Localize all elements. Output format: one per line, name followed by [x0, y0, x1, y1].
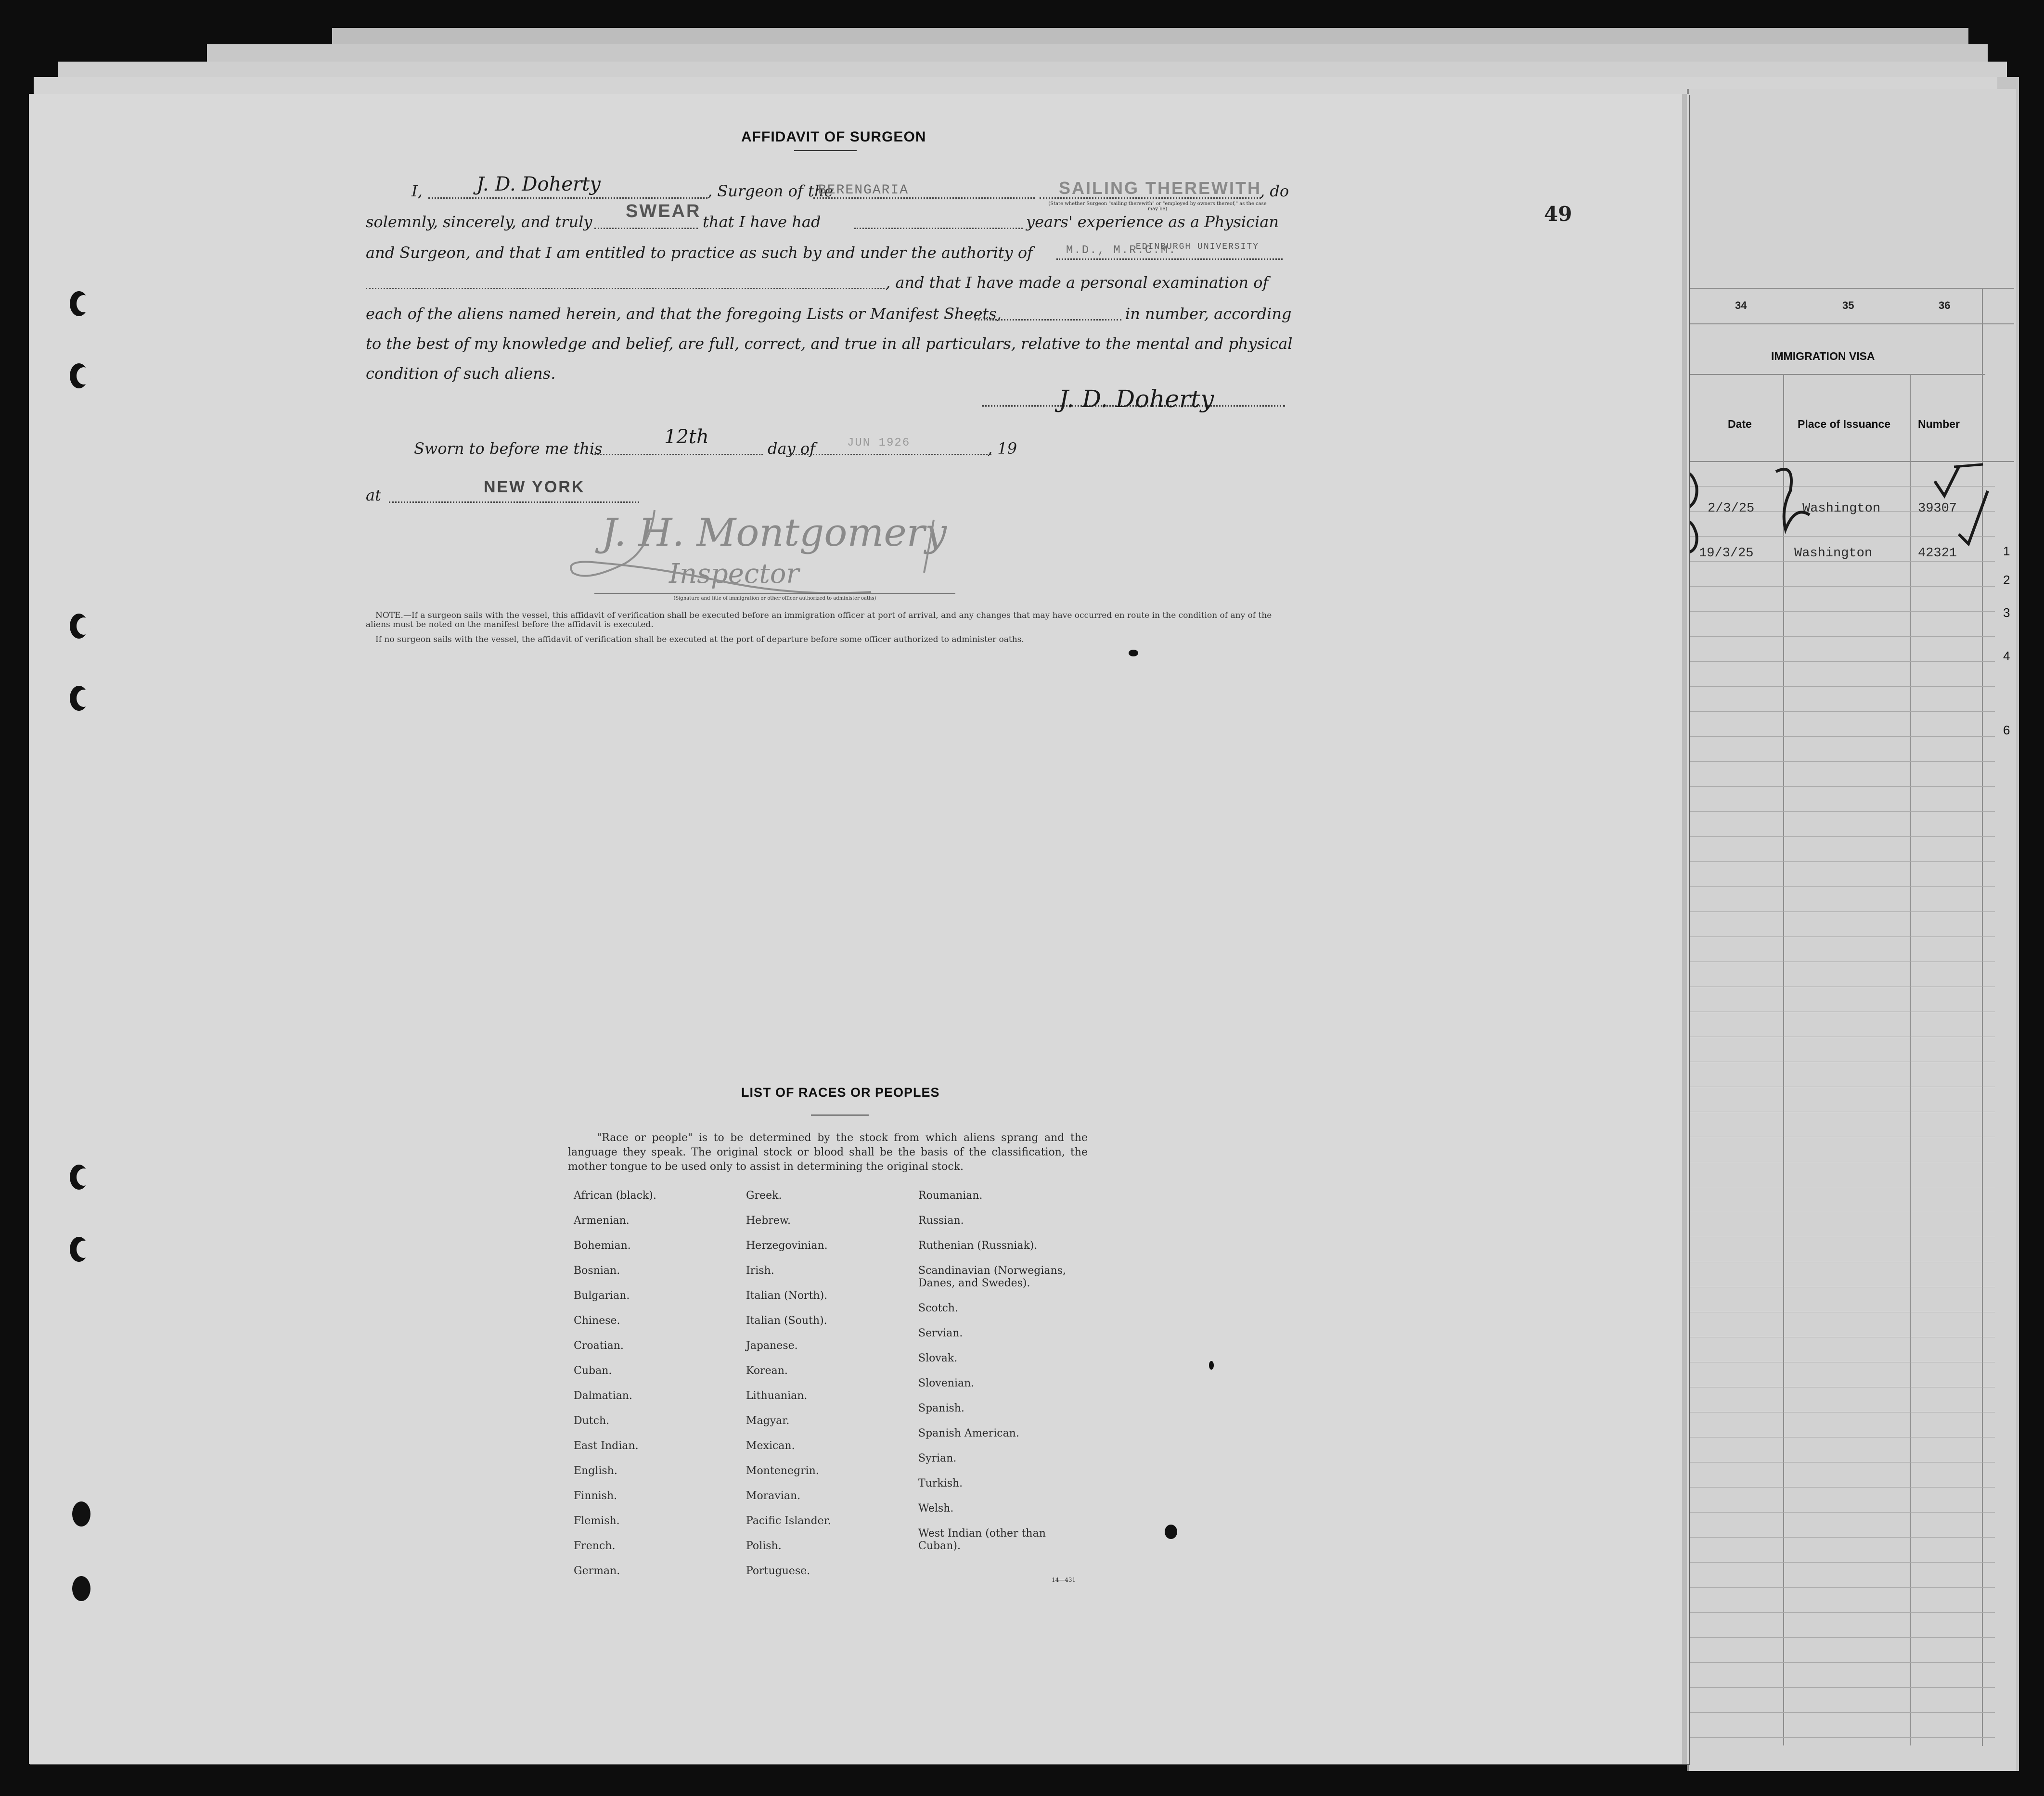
- sworn-month-value: JUN 1926: [847, 436, 911, 449]
- affidavit-line-6: to the best of my knowledge and belief, are full, correct, and true in all particulars, relative to the mental and physical: [366, 334, 1293, 353]
- authority-value: M.D., M.R.C.M.: [1066, 244, 1177, 257]
- sworn-month-field: [789, 454, 991, 455]
- races-column-3: [918, 1190, 1066, 1565]
- affidavit-line-2-mid: that I have had: [703, 213, 821, 231]
- ledger-line: [1687, 1612, 1995, 1613]
- affidavit-title: AFFIDAVIT OF SURGEON: [741, 129, 926, 145]
- state-note: (State whether Surgeon "sailing therewith" or "employed by owners thereof," as the case may be): [1048, 201, 1267, 212]
- page-edge: [1682, 94, 1687, 1764]
- affidavit-line-2-end: years' experience as a Physician: [1026, 213, 1279, 231]
- sworn-day-of: day of: [768, 439, 815, 458]
- visa-row-2-place: Washington: [1794, 546, 1873, 561]
- oath-field: [594, 228, 698, 229]
- race-item: Armenian.: [574, 1215, 630, 1227]
- ledger-line: [1687, 1712, 1995, 1713]
- affidavit-note-1: NOTE.—If a surgeon sails with the vessel, this affidavit of verification shall be executed before an immigration officer at port of arrival, and any changes that may have occurred en route in the condition of any of the aliens must be noted on the manifest before the affidavit is executed.: [366, 611, 1272, 629]
- race-item: Scotch.: [918, 1302, 958, 1314]
- race-item: Herzegovinian.: [746, 1240, 828, 1252]
- ink-spot: [1165, 1525, 1177, 1539]
- officer-flourish: [520, 505, 953, 597]
- officer-signature: J. H. Montgomery: [602, 510, 947, 555]
- ledger-line: [1687, 711, 1995, 712]
- race-item: Pacific Islander.: [746, 1515, 831, 1527]
- sworn-text: Sworn to before me this: [414, 439, 603, 458]
- race-item: East Indian.: [574, 1440, 639, 1452]
- ledger-line: [1687, 1662, 1995, 1663]
- race-item: Italian (South).: [746, 1315, 827, 1327]
- university-value: EDINBURGH UNIVERSITY: [1136, 242, 1260, 252]
- binder-hole: [72, 1501, 90, 1527]
- column-divider: [1910, 374, 1911, 1745]
- column-number-35: 35: [1842, 299, 1854, 311]
- column-header-date: Date: [1728, 418, 1752, 430]
- race-item: Magyar.: [746, 1415, 790, 1427]
- race-item: Dalmatian.: [574, 1390, 632, 1402]
- back-sheet: [207, 44, 1988, 64]
- affidavit-line-1-start: I,: [411, 182, 423, 200]
- race-item: Turkish.: [918, 1477, 963, 1489]
- affidavit-line-3: and Surgeon, and that I am entitled to practice as such by and under the authority of: [366, 244, 1033, 262]
- panel-rule: [1687, 323, 2014, 324]
- binder-hole: [70, 291, 88, 316]
- race-item: Moravian.: [746, 1490, 801, 1502]
- authority-field: [1056, 258, 1283, 260]
- races-intro: "Race or people" is to be determined by the stock from which aliens sprang and the language they speak. The original stock or blood shall be the basis of the classification, the mother tongue to be used only to assist in determining the original stock.: [568, 1132, 1088, 1173]
- race-item: Chinese.: [574, 1315, 620, 1327]
- side-number-2: 2: [2003, 573, 2010, 587]
- title-rule: [794, 150, 857, 151]
- column-number-36: 36: [1939, 299, 1951, 311]
- ledger-line: [1687, 861, 1995, 862]
- affidavit-line-1-surgeon-of: , Surgeon of the: [707, 182, 834, 200]
- side-number-6: 6: [2003, 723, 2010, 737]
- binder-hole: [70, 614, 88, 639]
- visa-row-2-number: 42321: [1918, 546, 1957, 561]
- ledger-line: [1687, 1487, 1995, 1488]
- race-item: Dutch.: [574, 1415, 610, 1427]
- panel-rule: [1687, 374, 1985, 375]
- years-field: [854, 228, 1023, 229]
- races-title: LIST OF RACES OR PEOPLES: [741, 1085, 940, 1100]
- race-item: Spanish American.: [918, 1427, 1019, 1439]
- ledger-line: [1687, 911, 1995, 912]
- race-item: Bohemian.: [574, 1240, 631, 1252]
- race-item: African (black).: [574, 1190, 656, 1202]
- race-item: Cuban.: [574, 1365, 612, 1377]
- ledger-line: [1687, 936, 1995, 937]
- race-item: Servian.: [918, 1327, 963, 1339]
- ledger-line: [1687, 761, 1995, 762]
- race-item: Irish.: [746, 1265, 774, 1277]
- immigration-visa-header: IMMIGRATION VISA: [1771, 350, 1875, 362]
- side-number-3: 3: [2003, 605, 2010, 620]
- races-column-2: [746, 1190, 831, 1590]
- affidavit-line-4: , and that I have made a personal examination of: [886, 273, 1269, 292]
- ink-spot: [1129, 650, 1138, 656]
- ledger-line: [1687, 1512, 1995, 1513]
- races-title-rule: [811, 1115, 869, 1116]
- race-item: Flemish.: [574, 1515, 620, 1527]
- race-item: Roumanian.: [918, 1190, 983, 1202]
- ledger-line: [1687, 1587, 1995, 1588]
- race-item: Spanish.: [918, 1402, 964, 1414]
- race-item: Polish.: [746, 1540, 782, 1552]
- race-item: Slovenian.: [918, 1377, 975, 1389]
- side-number-1: 1: [2003, 544, 2010, 558]
- race-item: French.: [574, 1540, 616, 1552]
- race-item: Portuguese.: [746, 1565, 810, 1577]
- visa-row-1-place: Washington: [1802, 501, 1881, 516]
- sheets-count-field: [975, 319, 1121, 321]
- surgeon-name-field: [428, 197, 707, 199]
- binder-hole: [70, 1165, 88, 1190]
- race-item: Russian.: [918, 1215, 964, 1227]
- surgeon-name-value: J. D. Doherty: [476, 173, 601, 195]
- race-item: West Indian (other than Cuban).: [918, 1527, 1046, 1552]
- place-value: NEW YORK: [484, 478, 585, 496]
- ship-name-value: BERENGARIA: [818, 183, 909, 198]
- column-number-34: 34: [1735, 299, 1747, 311]
- ledger-line: [1687, 686, 1995, 687]
- race-item: Bulgarian.: [574, 1290, 630, 1302]
- ink-spot: [1209, 1361, 1214, 1370]
- ledger-line: [1687, 1537, 1995, 1538]
- affidavit-line-5-end: in number, according: [1125, 305, 1292, 323]
- race-item: Japanese.: [746, 1340, 798, 1352]
- ledger-line: [1687, 661, 1995, 662]
- race-item: Slovak.: [918, 1352, 958, 1364]
- ledger-line: [1687, 736, 1995, 737]
- sworn-day-field: [592, 454, 763, 455]
- column-divider: [1783, 374, 1784, 1745]
- at-text: at: [366, 486, 381, 504]
- affidavit-line-2-start: solemnly, sincerely, and truly: [366, 213, 592, 231]
- race-item: Ruthenian (Russniak).: [918, 1240, 1038, 1252]
- race-item: Croatian.: [574, 1340, 624, 1352]
- ledger-line: [1687, 1637, 1995, 1638]
- race-item: Greek.: [746, 1190, 782, 1202]
- visa-row-2-date: 19/3/25: [1699, 546, 1754, 561]
- race-item: Hebrew.: [746, 1215, 791, 1227]
- swear-value: SWEAR: [626, 201, 701, 221]
- race-item: Mexican.: [746, 1440, 795, 1452]
- sworn-day-value: 12th: [664, 426, 709, 448]
- race-item: Welsh.: [918, 1502, 954, 1514]
- race-item: Scandinavian (Norwegians, Danes, and Swedes).: [918, 1265, 1066, 1289]
- ledger-line: [1687, 836, 1995, 837]
- handwritten-marks: [1665, 462, 2012, 573]
- race-item: Korean.: [746, 1365, 788, 1377]
- authority-field-cont: [366, 288, 888, 289]
- race-item: German.: [574, 1565, 620, 1577]
- races-column-1: [574, 1190, 656, 1590]
- ledger-line: [1687, 586, 1995, 587]
- ledger-line: [1687, 1687, 1995, 1688]
- visa-panel: [1687, 89, 2016, 1771]
- ledger-line: [1687, 1737, 1995, 1738]
- race-item: Montenegrin.: [746, 1465, 819, 1477]
- place-field: [389, 501, 639, 503]
- form-number: 14—431: [1052, 1577, 1076, 1583]
- visa-row-1-date: 2/3/25: [1708, 501, 1755, 516]
- surgeon-signature: J. D. Doherty: [1059, 385, 1214, 413]
- column-header-place: Place of Issuance: [1798, 418, 1891, 430]
- binder-hole: [72, 1576, 90, 1601]
- ledger-line: [1687, 786, 1995, 787]
- officer-title: Inspector: [669, 558, 799, 590]
- ledger-line: [1687, 886, 1995, 887]
- race-item: Syrian.: [918, 1452, 957, 1464]
- sailing-value: SAILING THEREWITH: [1059, 178, 1261, 198]
- panel-rule: [1687, 288, 2014, 289]
- race-item: Italian (North).: [746, 1290, 828, 1302]
- binder-hole: [70, 686, 88, 711]
- race-item: Bosnian.: [574, 1265, 620, 1277]
- race-item: English.: [574, 1465, 617, 1477]
- binder-hole: [70, 1237, 88, 1262]
- page-number: 49: [1544, 202, 1572, 226]
- officer-signature-rule: [594, 593, 955, 594]
- affidavit-line-1-do: , do: [1260, 182, 1289, 200]
- race-item: Lithuanian.: [746, 1390, 808, 1402]
- sworn-year: , 19: [988, 439, 1017, 458]
- ledger-line: [1687, 1562, 1995, 1563]
- affidavit-note-2: If no surgeon sails with the vessel, the affidavit of verification shall be executed at the port of departure before some officer authorized to administer oaths.: [375, 635, 1024, 644]
- officer-caption: (Signature and title of immigration or other officer authorized to administer oaths): [673, 596, 876, 601]
- ledger-line: [1687, 611, 1995, 612]
- side-number-4: 4: [2003, 649, 2010, 663]
- column-header-number: Number: [1918, 418, 1960, 430]
- binder-hole: [70, 363, 88, 388]
- visa-row-1-number: 39307: [1918, 501, 1957, 516]
- affidavit-line-5-start: each of the aliens named herein, and that the foregoing Lists or Manifest Sheets,: [366, 305, 1002, 323]
- affidavit-line-7: condition of such aliens.: [366, 364, 556, 383]
- ledger-line: [1687, 811, 1995, 812]
- ledger-line: [1687, 636, 1995, 637]
- race-item: Finnish.: [574, 1490, 617, 1502]
